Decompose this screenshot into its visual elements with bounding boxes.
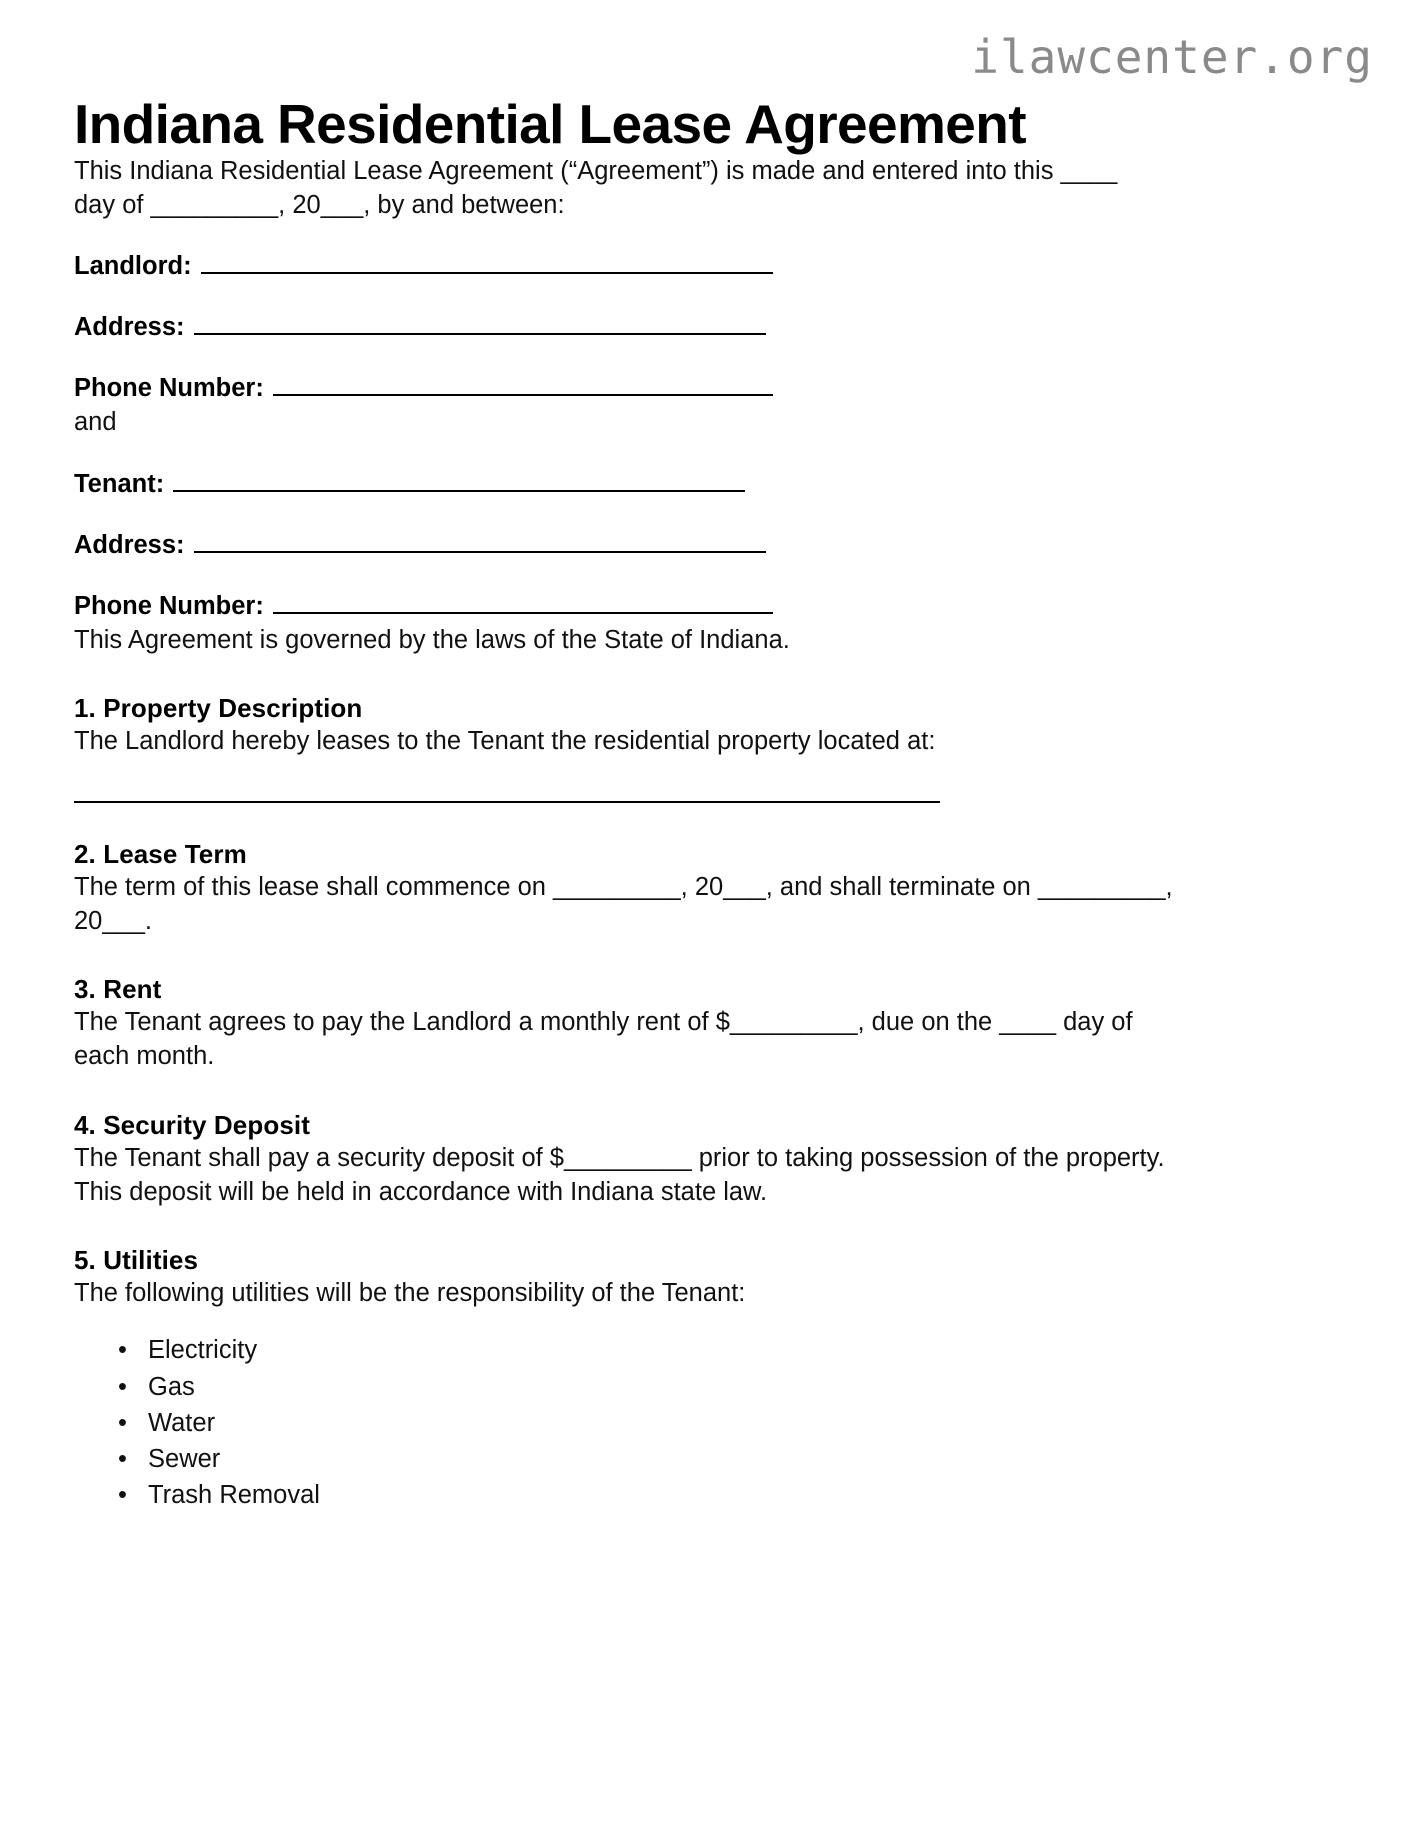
section-heading-utilities: 5. Utilities [74,1245,199,1276]
section-heading-security-deposit: 4. Security Deposit [74,1109,310,1140]
section-body-rent: The Tenant agrees to pay the Landlord a monthly rent of $_________, due on the ____ day of each month. [74,1008,1133,1071]
section-body-utilities: The following utilities will be the responsibility of the Tenant: [74,1279,746,1308]
tenant-phone-row [74,590,1339,623]
site-watermark: ilawcenter.org [971,30,1373,84]
bullet-icon: • [118,1481,127,1510]
landlord-address-label: Address: [74,313,185,342]
tenant-name-input[interactable] [173,473,745,492]
bullet-icon: • [118,1336,127,1365]
tenant-phone-input[interactable] [273,595,773,614]
landlord-name-row [74,250,1339,283]
conjunction-text: and [74,408,117,437]
intro-paragraph: This Indiana Residential Lease Agreement (“Agreement”) is made and entered into this ____ day of _________, 20___, by and between: [74,156,1118,219]
tenant-address-label: Address: [74,530,185,559]
landlord-name-label: Landlord: [74,252,192,281]
page-title: Indiana Residential Lease Agreement [74,93,1027,155]
bullet-icon: • [118,1372,127,1401]
list-item-label: Electricity [148,1336,258,1365]
section-heading-lease-term: 2. Lease Term [74,838,247,869]
list-item-label: Sewer [148,1445,221,1474]
tenant-address-row [74,529,1339,562]
list-item-label: Trash Removal [148,1481,320,1510]
landlord-phone-row [74,372,1339,405]
landlord-name-input[interactable] [201,255,773,274]
landlord-phone-label: Phone Number: [74,374,264,403]
section-body-lease-term: The term of this lease shall commence on _________, 20___, and shall terminate on _________, 20___. [74,872,1173,935]
section-heading-rent: 3. Rent [74,974,162,1005]
section-body-property-description: The Landlord hereby leases to the Tenant the residential property located at: [74,727,936,756]
tenant-phone-label: Phone Number: [74,591,264,620]
list-item [118,1441,1339,1477]
list-item [118,1332,1339,1368]
tenant-address-input[interactable] [194,534,766,553]
utilities-list [74,1332,1339,1513]
section-heading-property-description: 1. Property Description [74,693,363,724]
landlord-address-row [74,311,1339,344]
tenant-name-label: Tenant: [74,469,165,498]
bullet-icon: • [118,1445,127,1474]
governing-law-text: This Agreement is governed by the laws of the State of Indiana. [74,626,790,655]
landlord-phone-input[interactable] [273,377,773,396]
list-item-label: Gas [148,1372,195,1401]
list-item [118,1405,1339,1441]
tenant-name-row [74,468,1339,501]
section-body-security-deposit: The Tenant shall pay a security deposit of $_________ prior to taking possession of the property. This deposit will be held in accordance with Indiana state law. [74,1143,1165,1206]
list-item-label: Water [148,1408,216,1437]
list-item [118,1369,1339,1405]
list-item [118,1477,1339,1513]
bullet-icon: • [118,1408,127,1437]
landlord-address-input[interactable] [194,316,766,335]
